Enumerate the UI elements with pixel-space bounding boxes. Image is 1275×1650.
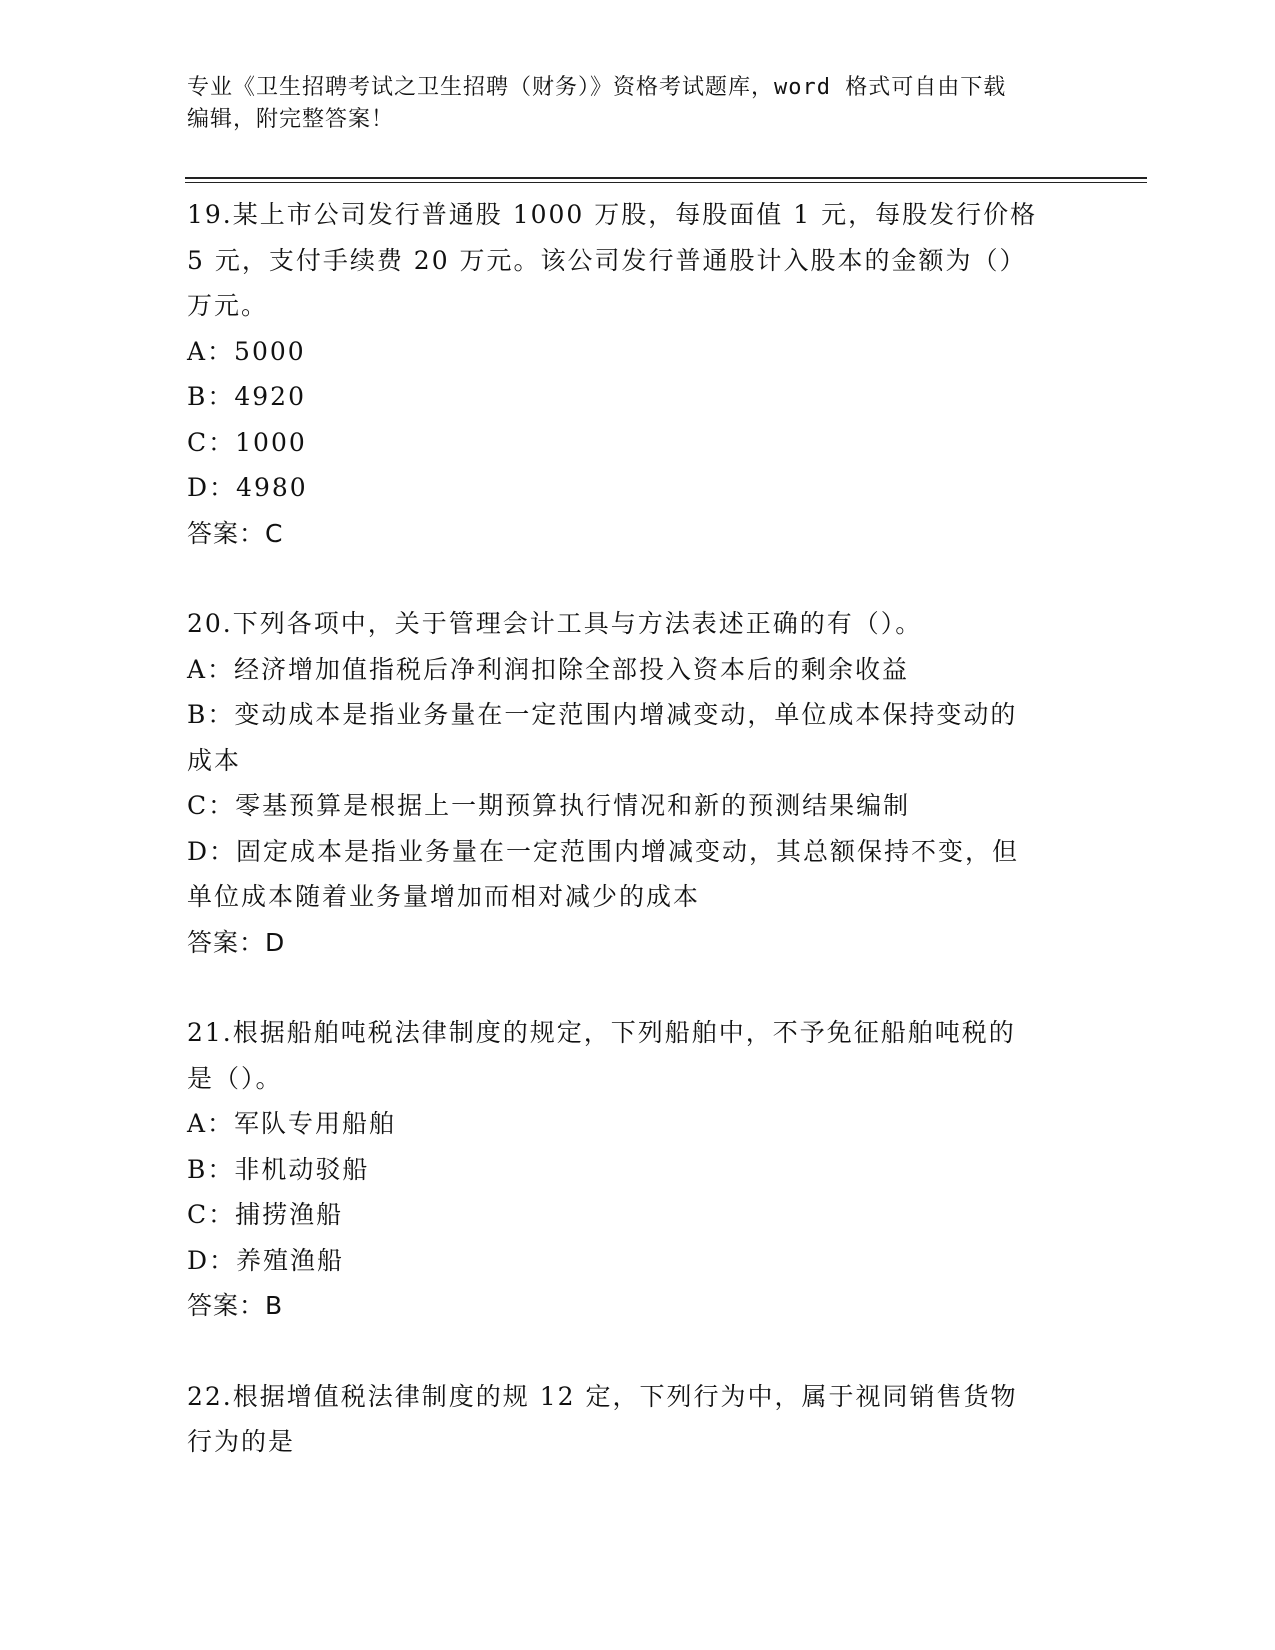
question-list <box>187 192 1077 1465</box>
question-20 <box>187 601 1077 965</box>
question-stem: 万元。 <box>187 291 269 320</box>
question-spacer <box>187 1329 1077 1374</box>
question-spacer <box>187 965 1077 1010</box>
answer-line: 答案：D <box>187 927 286 957</box>
option-b-continued: 成本 <box>187 745 242 775</box>
question-stem: 5 元，支付手续费 20 万元。该公司发行普通股计入股本的金额为（） <box>187 245 1027 275</box>
option-c: C：1000 <box>187 427 307 457</box>
question-stem: 19.某上市公司发行普通股 1000 万股，每股面值 1 元，每股发行价格 <box>187 200 1038 229</box>
question-22 <box>187 1374 1077 1465</box>
option-b: B：非机动驳船 <box>187 1154 370 1184</box>
option-a: A：经济增加值指税后净利润扣除全部投入资本后的剩余收益 <box>187 654 910 684</box>
question-stem: 行为的是 <box>187 1427 296 1456</box>
option-c: C：零基预算是根据上一期预算执行情况和新的预测结果编制 <box>187 791 911 820</box>
question-stem: 20.下列各项中，关于管理会计工具与方法表述正确的有（）。 <box>187 609 923 638</box>
header-divider-thin <box>185 182 1147 183</box>
header-divider <box>185 177 1147 179</box>
question-19 <box>187 192 1077 556</box>
option-c: C：捕捞渔船 <box>187 1200 344 1229</box>
option-a: A：军队专用船舶 <box>187 1109 397 1138</box>
document-header <box>187 72 1067 136</box>
option-b: B：变动成本是指业务量在一定范围内增减变动，单位成本保持变动的 <box>187 700 1018 729</box>
header-line-2: 编辑，附完整答案！ <box>187 107 395 132</box>
question-21 <box>187 1010 1077 1329</box>
option-d: D：固定成本是指业务量在一定范围内增减变动，其总额保持不变，但 <box>187 836 1020 866</box>
question-stem: 21.根据船舶吨税法律制度的规定，下列船舶中，不予免征船舶吨税的 <box>187 1018 1016 1047</box>
option-a: A：5000 <box>187 336 306 366</box>
question-spacer <box>187 556 1077 601</box>
question-stem: 是（）。 <box>187 1063 283 1093</box>
answer-line: 答案：C <box>187 518 284 548</box>
answer-line: 答案：B <box>187 1291 284 1320</box>
option-d-continued: 单位成本随着业务量增加而相对减少的成本 <box>187 882 701 911</box>
header-line-1: 专业《卫生招聘考试之卫生招聘（财务）》资格考试题库，word 格式可自由下载 <box>187 75 1007 100</box>
option-b: B：4920 <box>187 382 306 411</box>
question-stem: 22.根据增值税法律制度的规 12 定，下列行为中，属于视同销售货物 <box>187 1381 1018 1411</box>
option-d: D：4980 <box>187 473 308 502</box>
option-d: D：养殖渔船 <box>187 1245 345 1275</box>
